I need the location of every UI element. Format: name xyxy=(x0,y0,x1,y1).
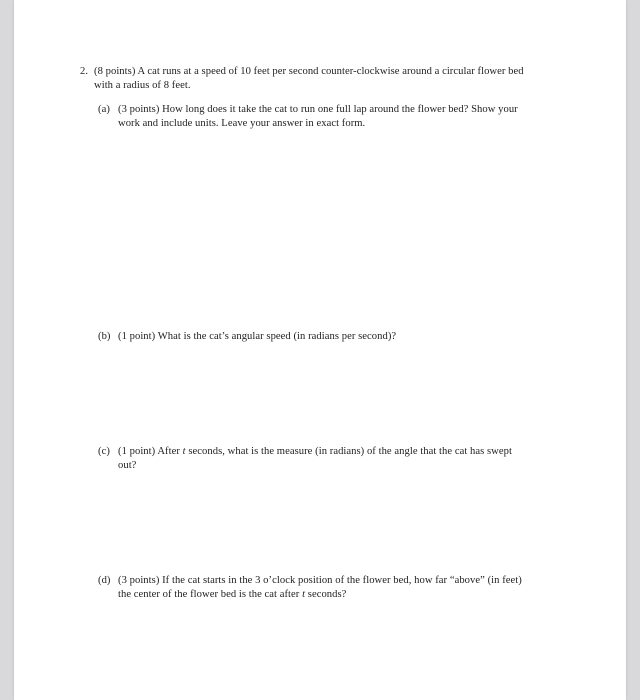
question-stem-line-2: with a radius of 8 feet. xyxy=(94,80,191,91)
part-c-label: (c) xyxy=(98,446,110,457)
question-stem-line-1: (8 points) A cat runs at a speed of 10 feet per second counter-clockwise around a circular flower bed xyxy=(94,66,524,77)
part-d-label: (d) xyxy=(98,575,111,586)
part-c-line-2: out? xyxy=(118,460,137,471)
part-c-variable-t: t xyxy=(182,446,186,457)
part-a-line-2: work and include units. Leave your answer in exact form. xyxy=(118,118,366,129)
question-number xyxy=(80,65,88,80)
part-d-line-2 xyxy=(118,588,346,603)
part-a-label: (a) xyxy=(98,104,110,115)
part-c-line-1 xyxy=(118,445,512,460)
part-c-line-1-pre: (1 point) After xyxy=(118,446,183,457)
part-a-line-1: (3 points) How long does it take the cat to run one full lap around the flower bed? Show your xyxy=(118,104,518,115)
part-b-label: (b) xyxy=(98,331,111,342)
part-b-line-1: (1 point) What is the cat’s angular speed (in radians per second)? xyxy=(118,331,397,342)
question-number-label: 2. xyxy=(80,66,89,77)
part-d-line-2-pre: the center of the flower bed is the cat after xyxy=(118,589,303,600)
worksheet-page xyxy=(14,0,626,700)
part-d-line-1: (3 points) If the cat starts in the 3 o’clock position of the flower bed, how far “above” (in feet) xyxy=(118,575,522,586)
part-d-line-2-post: seconds? xyxy=(305,589,347,600)
part-d-variable-t: t xyxy=(302,589,306,600)
part-c-line-1-post: seconds, what is the measure (in radians) of the angle that the cat has swept xyxy=(185,446,512,457)
